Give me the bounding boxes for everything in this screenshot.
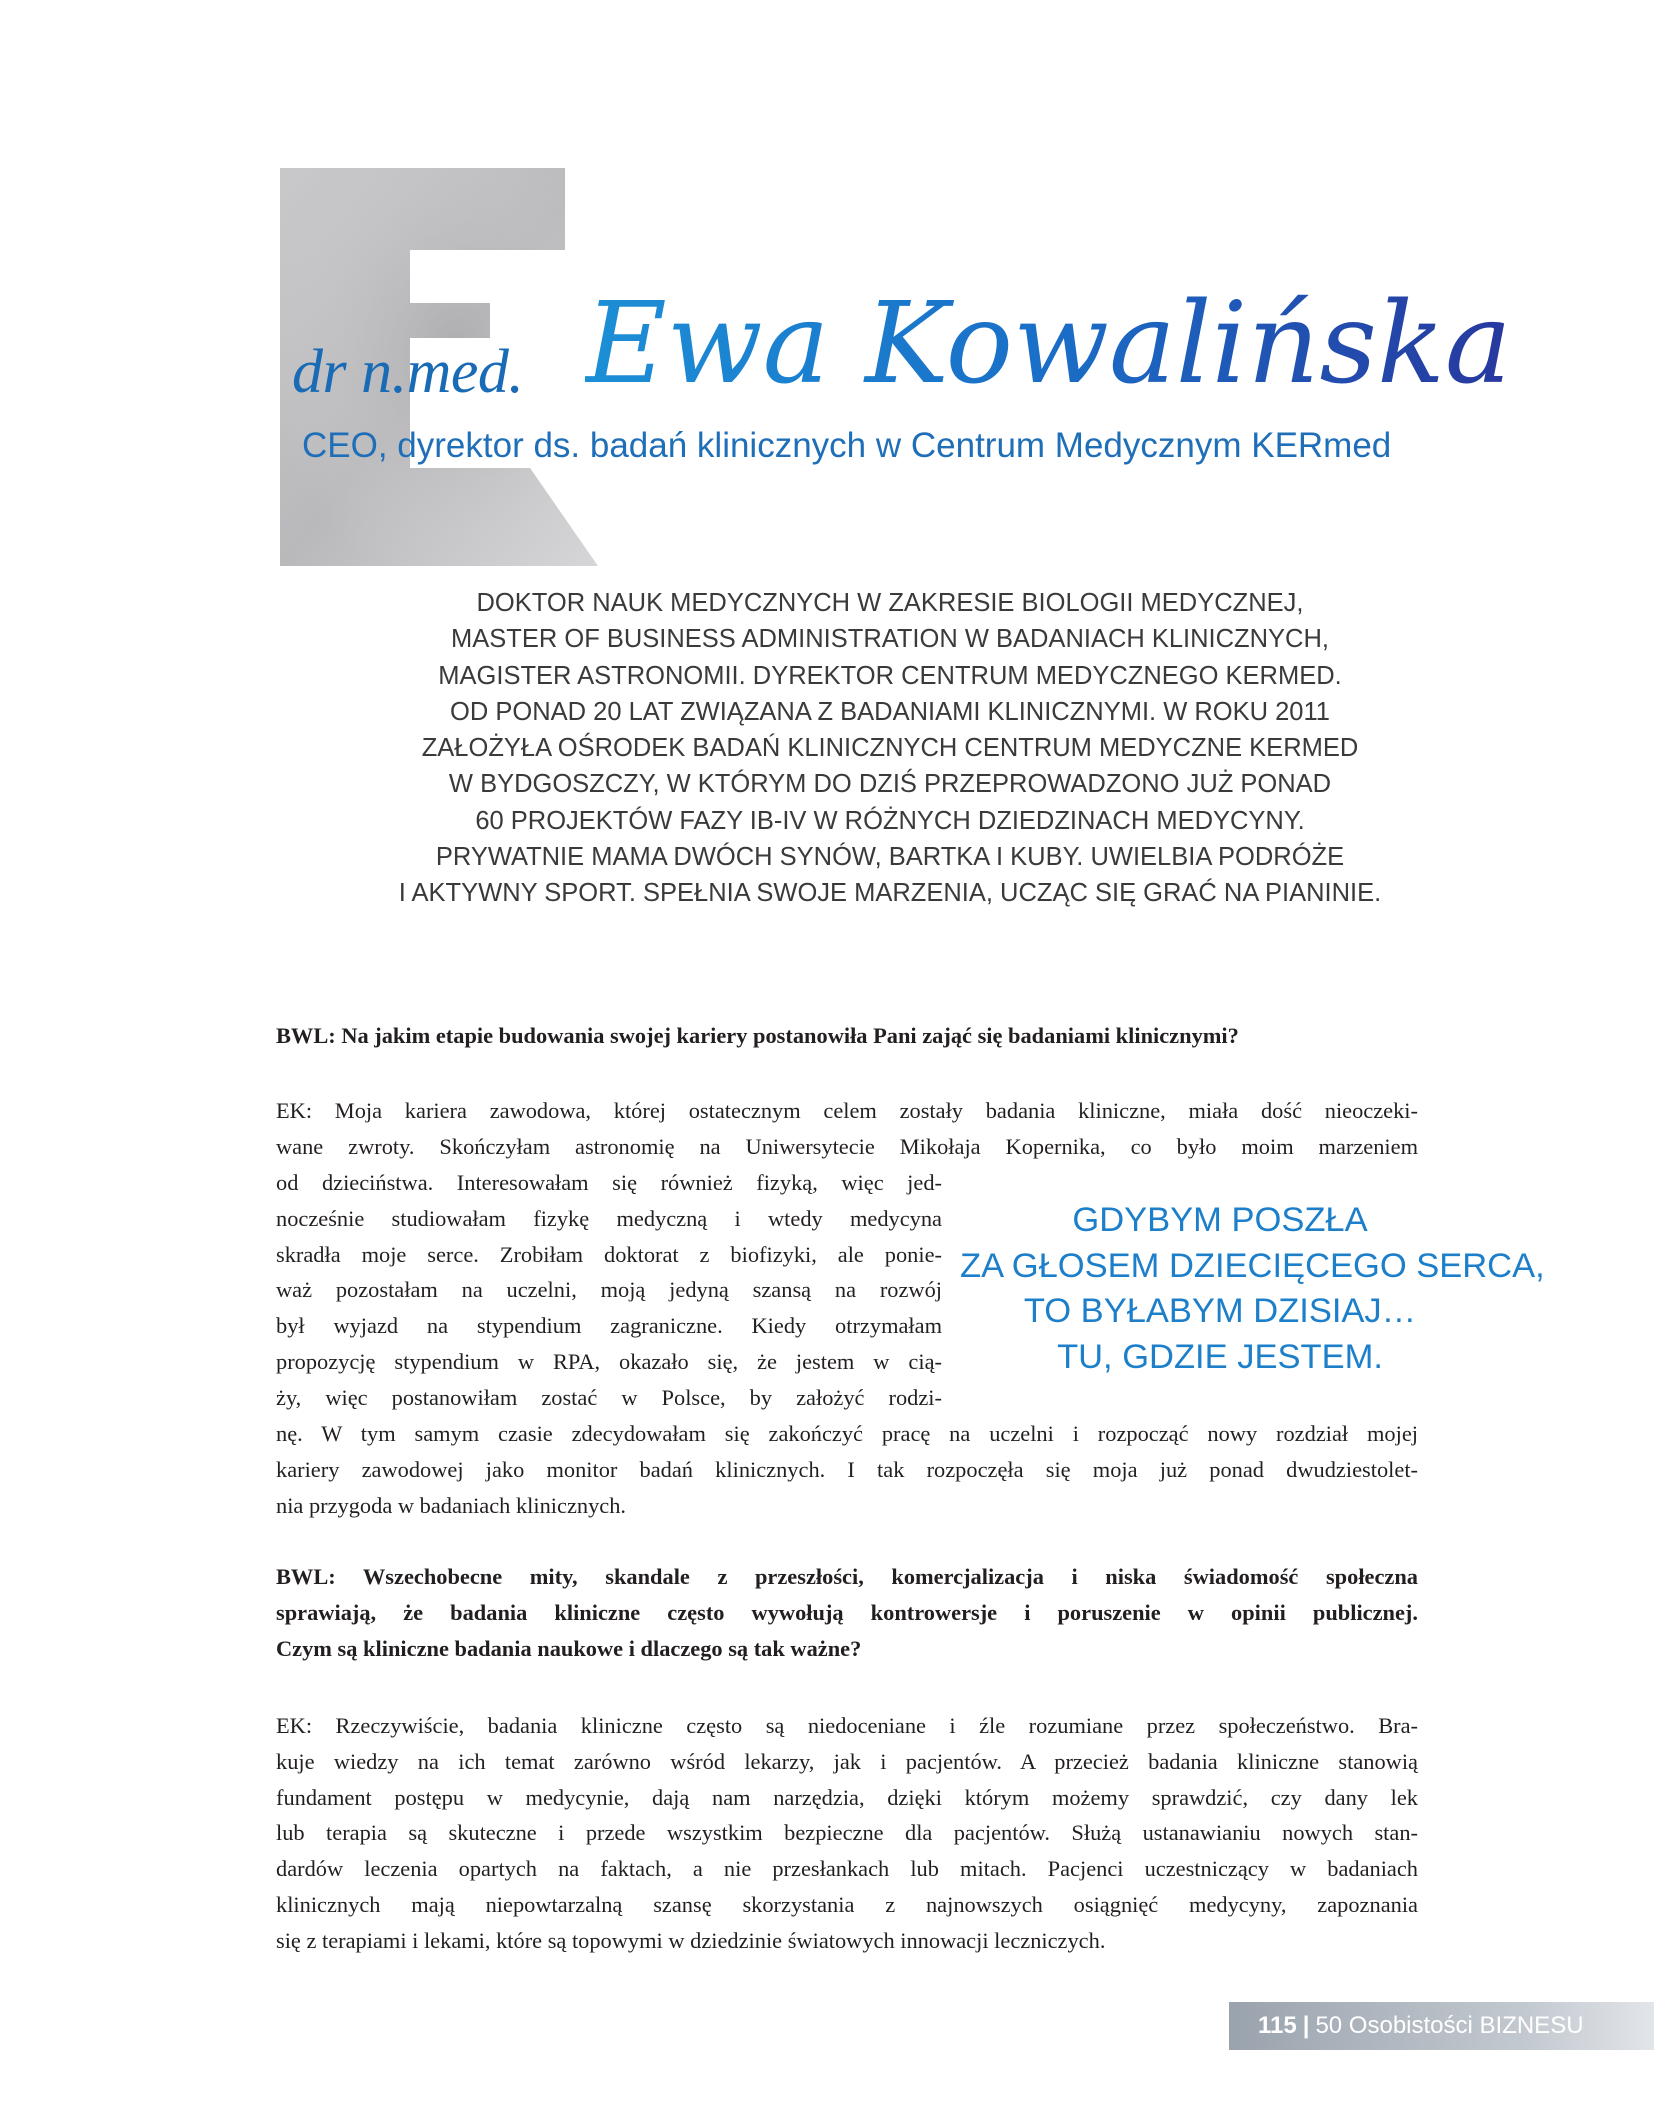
publication-title: 50 Osobistości BIZNESU bbox=[1315, 2012, 1584, 2039]
answer-line: dardów leczenia opartych na faktach, a nie przesłankach lub mitach. Pacjenci uczestniczący w badaniach bbox=[276, 1856, 1418, 1882]
answer-line: EK: Rzeczywiście, badania kliniczne często są niedoceniane i źle rozumiane przez społeczeństwo. Bra- bbox=[276, 1713, 1418, 1738]
answer-1-column bbox=[276, 1165, 942, 1416]
person-name bbox=[292, 255, 1512, 415]
answer-line: skradła moje serce. Zrobiłam doktorat z biofizyki, ale ponie- bbox=[276, 1241, 942, 1267]
bio-block bbox=[330, 585, 1450, 912]
question-line: Czym są kliniczne badania naukowe i dlaczego są tak ważne? bbox=[276, 1635, 862, 1661]
pull-quote bbox=[960, 1198, 1545, 1381]
name-main: Ewa Kowalińska bbox=[585, 279, 1512, 409]
pull-quote-line: TO BYŁABYM DZISIAJ… bbox=[1023, 1292, 1417, 1331]
answer-line: się z terapiami i lekami, które są topowymi w dziedzinie światowych innowacji leczniczych. bbox=[276, 1927, 1106, 1953]
bio-line: W BYDGOSZCZY, W KTÓRYM DO DZIŚ PRZEPROWADZONO JUŻ PONAD bbox=[448, 770, 1332, 799]
answer-line: EK: Moja kariera zawodowa, której ostatecznym celem zostały badania kliniczne, miała dość nieoczeki- bbox=[276, 1098, 1418, 1123]
answer-line: lub terapia są skuteczne i przede wszystkim bezpieczne dla pacjentów. Służą ustanawianiu nowych stan- bbox=[276, 1820, 1418, 1846]
answer-line: propozycję stypendium w RPA, okazało się, że jestem w cią- bbox=[276, 1348, 942, 1374]
answer-1-bottom bbox=[276, 1416, 1418, 1523]
name-prefix: dr n.med. bbox=[292, 338, 524, 406]
answer-line: kuje wiedzy na ich temat zarówno wśród lekarzy, jak i pacjentów. A przecież badania kliniczne stanowią bbox=[276, 1748, 1418, 1774]
pull-quote-line: ZA GŁOSEM DZIECIĘCEGO SERCA, bbox=[960, 1246, 1545, 1285]
question-1 bbox=[276, 1018, 1418, 1054]
answer-line: nę. W tym samym czasie zdecydowałam się zakończyć pracę na uczelni i rozpocząć nowy rozdział mojej bbox=[276, 1421, 1418, 1446]
answer-line: był wyjazd na stypendium zagraniczne. Kiedy otrzymałam bbox=[276, 1313, 942, 1339]
footer bbox=[1258, 2008, 1584, 2044]
bio-line: MASTER OF BUSINESS ADMINISTRATION W BADANIACH KLINICZNYCH, bbox=[451, 625, 1329, 654]
footer-separator: | bbox=[1302, 2012, 1310, 2039]
bio-line: DOKTOR NAUK MEDYCZNYCH W ZAKRESIE BIOLOGII MEDYCZNEJ, bbox=[476, 589, 1304, 617]
answer-1-top bbox=[276, 1093, 1418, 1165]
bio-line: OD PONAD 20 LAT ZWIĄZANA Z BADANIAMI KLINICZNYMI. W ROKU 2011 bbox=[450, 697, 1330, 726]
bio-line: I AKTYWNY SPORT. SPEŁNIA SWOJE MARZENIA, UCZĄC SIĘ GRAĆ NA PIANINIE. bbox=[398, 879, 1382, 908]
answer-line: klinicznych mają niepowtarzalną szansę skorzystania z najnowszych osiągnięć medycyny, zapoznania bbox=[276, 1891, 1418, 1917]
answer-line: ży, więc postanowiłam zostać w Polsce, by założyć rodzi- bbox=[276, 1384, 942, 1410]
page-number: 115 bbox=[1258, 2012, 1297, 2039]
answer-line: nia przygoda w badaniach klinicznych. bbox=[276, 1492, 627, 1518]
answer-line: wane zwroty. Skończyłam astronomię na Uniwersytecie Mikołaja Kopernika, co było moim marzeniem bbox=[276, 1133, 1418, 1159]
answer-line: od dzieciństwa. Interesowałam się również fizyką, więc jed- bbox=[276, 1170, 942, 1195]
question-line: BWL: Wszechobecne mity, skandale z przeszłości, komercjalizacja i niska świadomość społeczna bbox=[276, 1564, 1418, 1589]
bio-line: PRYWATNIE MAMA DWÓCH SYNÓW, BARTKA I KUBY. UWIELBIA PODRÓŻE bbox=[435, 843, 1345, 872]
answer-line: fundament postępu w medycynie, dają nam narzędzia, dzięki którym możemy sprawdzić, czy dany lek bbox=[276, 1784, 1418, 1810]
job-title: CEO, dyrektor ds. badań klinicznych w Centrum Medycznym KERmed bbox=[302, 426, 1392, 465]
question-2 bbox=[276, 1559, 1418, 1666]
pull-quote-line: TU, GDZIE JESTEM. bbox=[1057, 1338, 1383, 1377]
question-1-text: BWL: Na jakim etapie budowania swojej kariery postanowiła Pani zająć się badaniami klinicznymi? bbox=[276, 1023, 1239, 1048]
answer-2 bbox=[276, 1708, 1418, 1959]
pull-quote-line: GDYBYM POSZŁA bbox=[1072, 1201, 1368, 1239]
question-line: sprawiają, że badania kliniczne często wywołują kontrowersje i poruszenie w opinii publicznej. bbox=[276, 1599, 1418, 1625]
answer-line: nocześnie studiowałam fizykę medyczną i wtedy medycyna bbox=[276, 1205, 942, 1231]
answer-line: kariery zawodowej jako monitor badań klinicznych. I tak rozpoczęła się moja już ponad dwudziestolet- bbox=[276, 1456, 1418, 1482]
bio-line: 60 PROJEKTÓW FAZY IB-IV W RÓŻNYCH DZIEDZINACH MEDYCYNY. bbox=[475, 806, 1305, 835]
answer-line: waż pozostałam na uczelni, moją jedyną szansą na rozwój bbox=[276, 1277, 942, 1303]
bio-line: ZAŁOŻYŁA OŚRODEK BADAŃ KLINICZNYCH CENTRUM MEDYCZNE KERMED bbox=[421, 734, 1359, 763]
bio-line: MAGISTER ASTRONOMII. DYREKTOR CENTRUM MEDYCZNEGO KERMED. bbox=[438, 661, 1342, 690]
